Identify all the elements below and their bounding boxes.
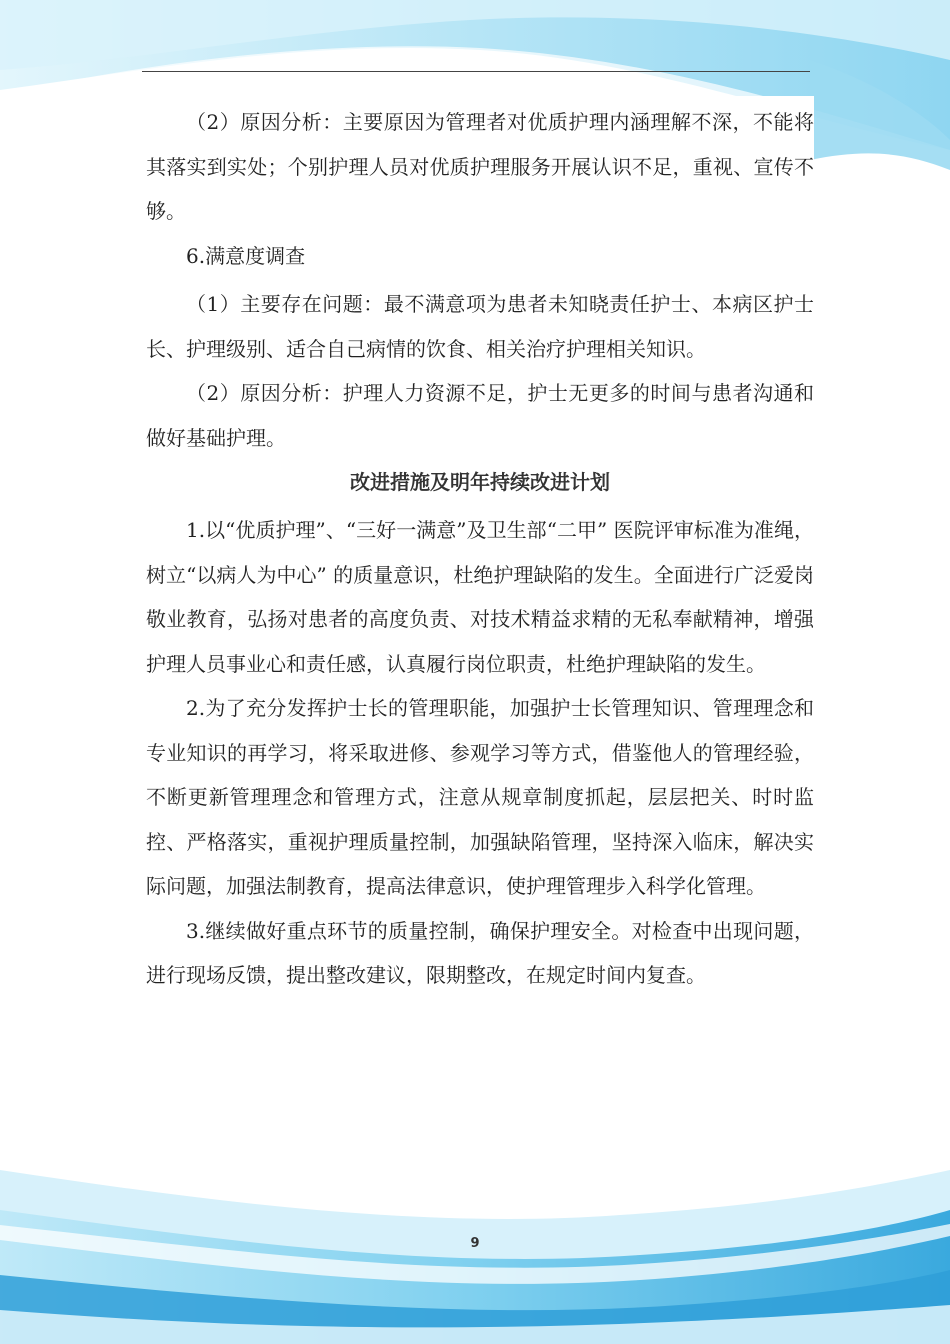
header-rule [142, 71, 810, 72]
section-heading: 改进措施及明年持续改进计划 [350, 470, 610, 494]
section-satisfaction-survey: 6.满意度调查 [186, 243, 306, 268]
improvement-item-1: 1.以“优质护理”、“三好一满意”及卫生部“二甲” 医院评审标准为准绳，树立“以病人为中心” 的质量意识，杜绝护理缺陷的发生。全面进行广泛爱岗敬业教育，弘扬对患者的高度负责、对技术精益求精的无私奉献精神，增强护理人员事业心和责任感，认真履行岗位职责，杜绝护理缺陷的发生。 [146, 518, 814, 676]
improvement-item-3: 3.继续做好重点环节的质量控制，确保护理安全。对检查中出现问题，进行现场反馈，提出整改建议，限期整改，在规定时间内复查。 [146, 918, 814, 987]
paragraph-cause-analysis-1: （2）原因分析：主要原因为管理者对优质护理内涵理解不深，不能将其落实到实处；个别护理人员对优质护理服务开展认识不足，重视、宣传不够。 [146, 110, 814, 223]
paragraph-main-problems: （1）主要存在问题：最不满意项为患者未知晓责任护士、本病区护士长、护理级别、适合自己病情的饮食、相关治疗护理相关知识。 [146, 292, 814, 361]
page-number: 9 [470, 1236, 480, 1251]
document-body [146, 100, 814, 998]
paragraph-cause-analysis-2: （2）原因分析：护理人力资源不足，护士无更多的时间与患者沟通和做好基础护理。 [146, 381, 814, 450]
improvement-item-2: 2.为了充分发挥护士长的管理职能，加强护士长管理知识、管理理念和专业知识的再学习，将采取进修、参观学习等方式，借鉴他人的管理经验，不断更新管理理念和管理方式，注意从规章制度抓起，层层把关、时时监控、严格落实，重视护理质量控制，加强缺陷管理，坚持深入临床，解决实际问题，加强法制教育，提高法律意识，使护理管理步入科学化管理。 [146, 696, 814, 898]
